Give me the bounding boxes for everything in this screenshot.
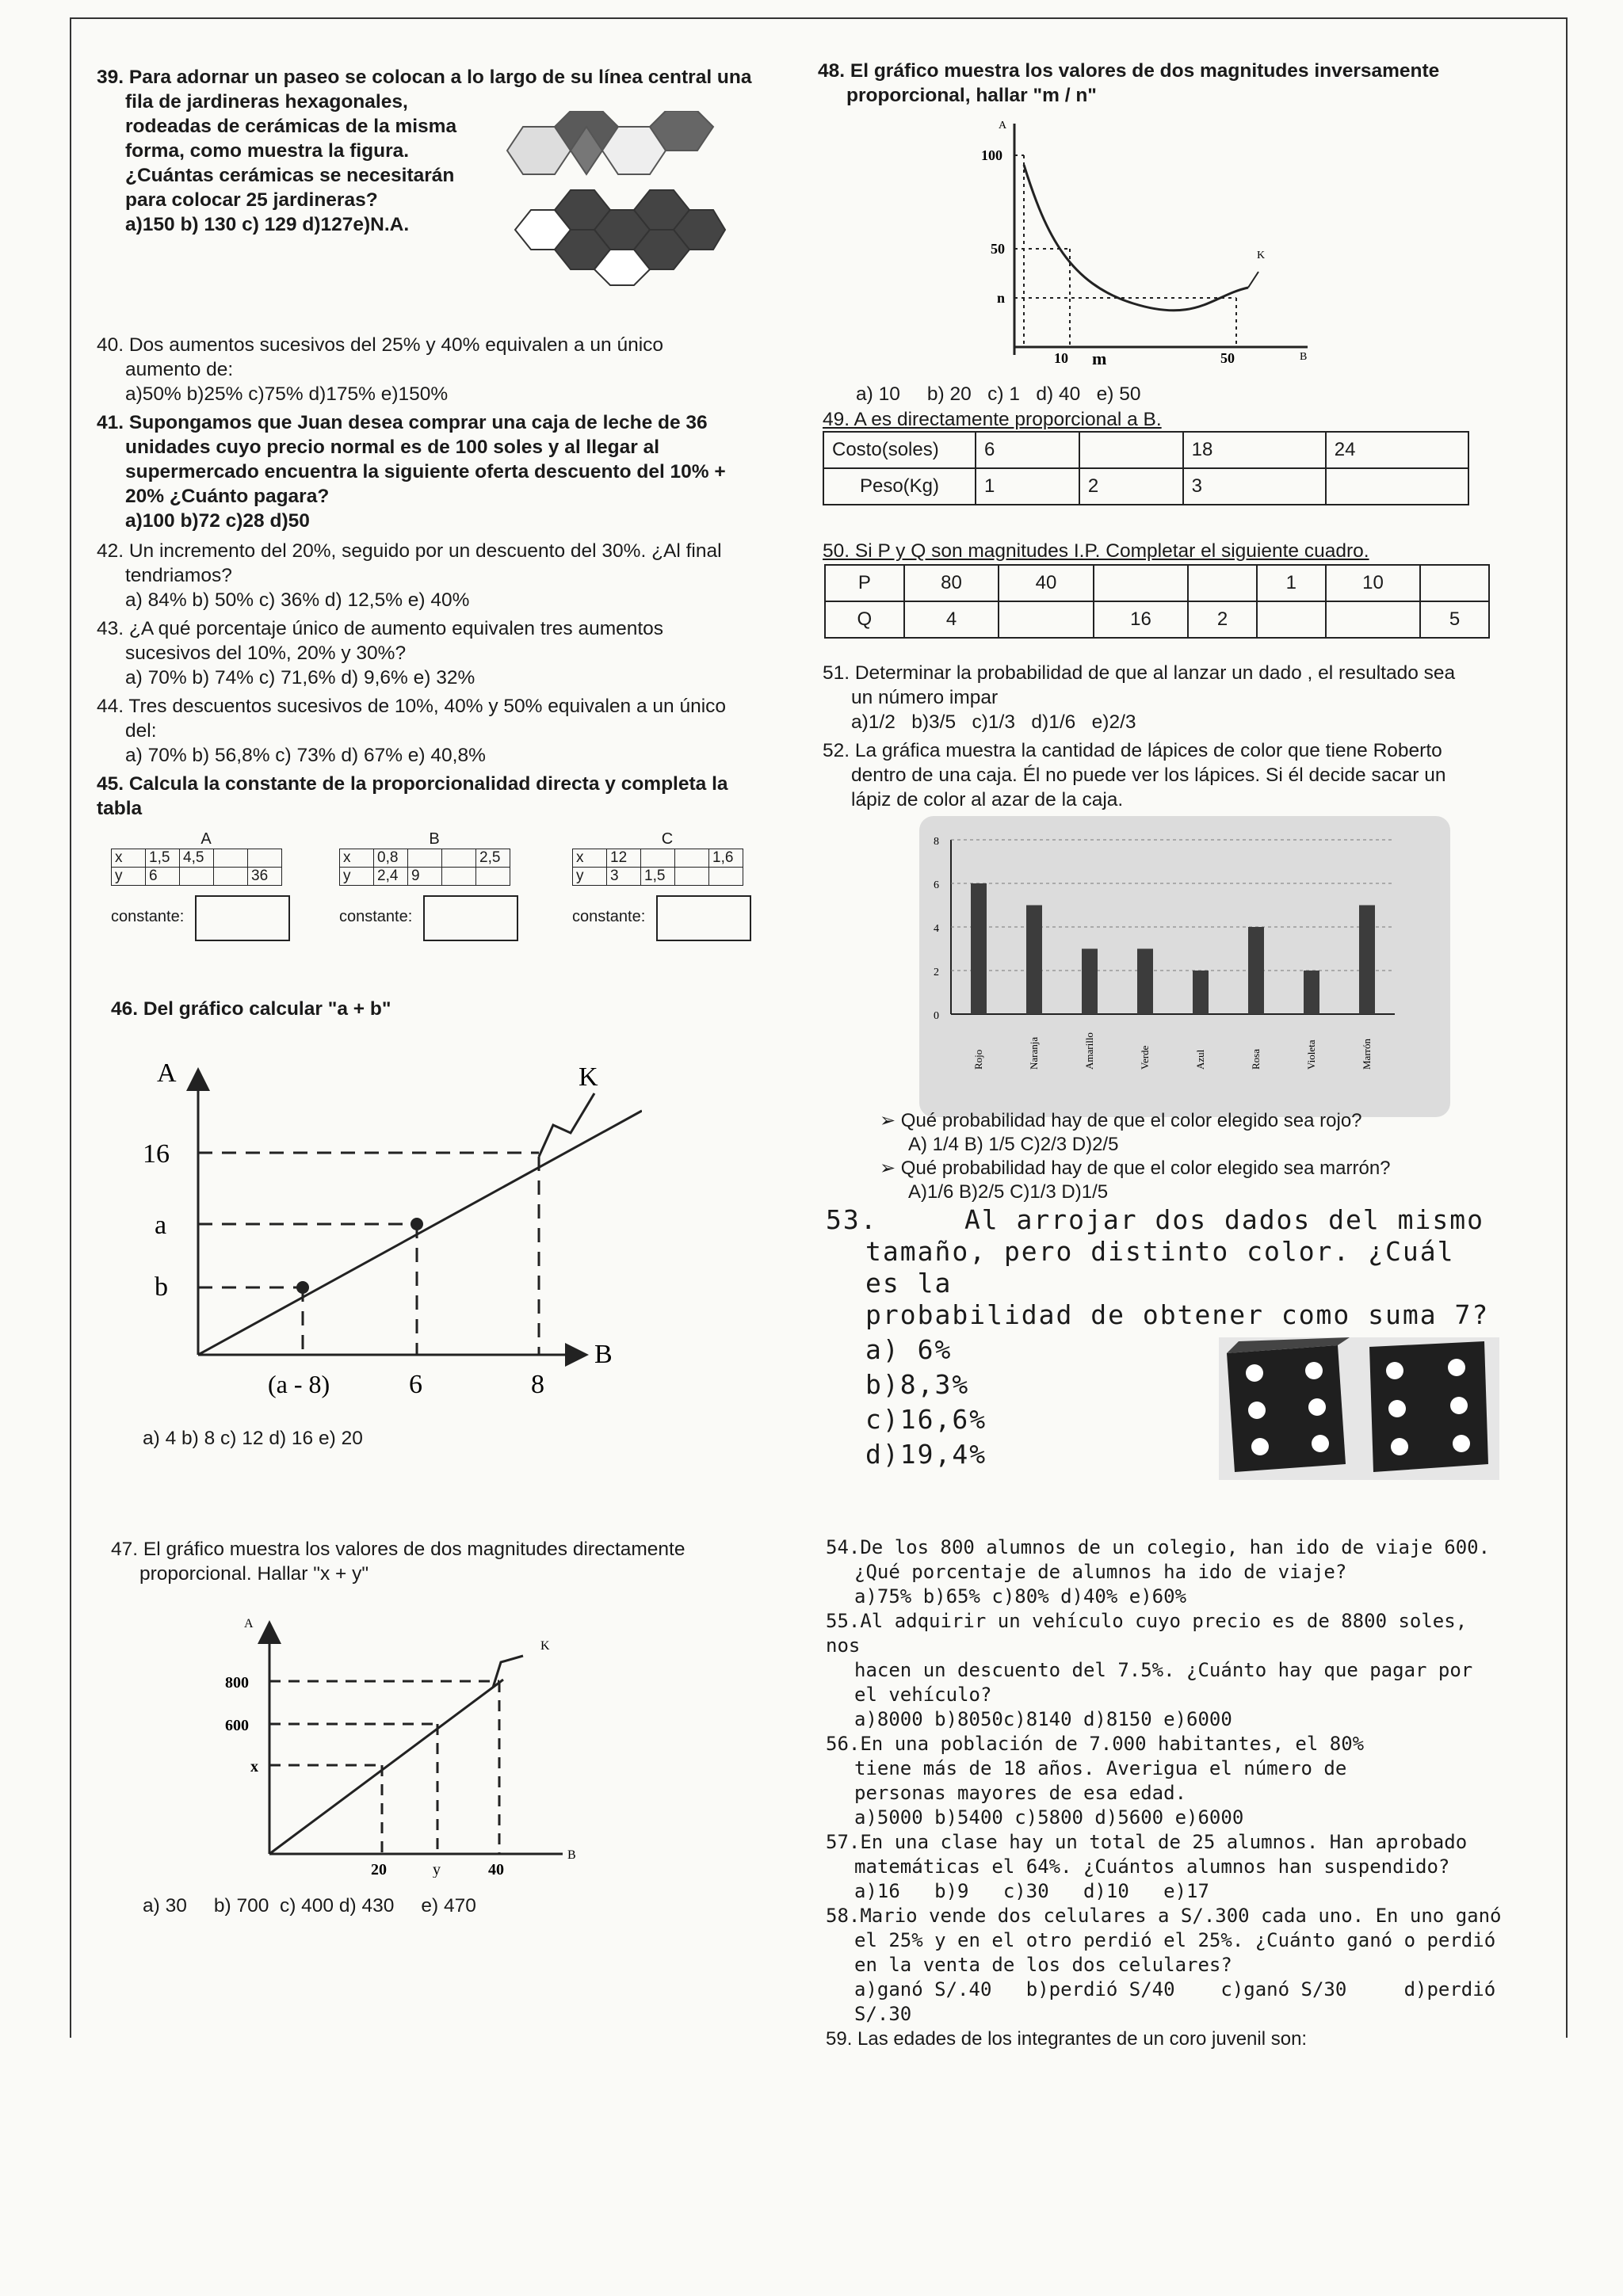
bar-azul xyxy=(1193,971,1209,1014)
die-right-icon xyxy=(1369,1341,1488,1472)
xlabel-10: 10 xyxy=(1054,350,1068,366)
question-45: 45. Calcula la constante de la proporcionalidad directa y completa la tabla xyxy=(97,773,728,819)
question-42: 42. Un incremento del 20%, seguido por un descuento del 30%. ¿Al final tendriamos? a) 84% b) 50% c) 36% d) 12,5% e) 40% xyxy=(97,540,722,611)
graph-47 xyxy=(214,1616,594,1878)
x-tick-label: Rojo xyxy=(972,1049,984,1070)
question-53: 53. Al arrojar dos dados del mismo tamaño, pero distinto color. ¿Cuál es la probabilidad de obtener como suma 7? a) 6% b)8,3% c)16,6% d)19,4% xyxy=(826,1204,1490,1470)
bar-marrón xyxy=(1359,906,1375,1015)
die-left-icon xyxy=(1227,1337,1350,1472)
question-41: 41. Supongamos que Juan desea comprar una caja de leche de 36 unidades cuyo precio normal es de 100 soles y al llegar al supermercado encuentra la siguiente oferta descuento del 10% + 20% ¿Cuánto pagara? a)100 b)72 c)28 d)50 xyxy=(97,412,726,532)
ylabel-100: 100 xyxy=(981,147,1002,163)
y-axis-label: A xyxy=(244,1617,254,1630)
table-b-title: B xyxy=(429,830,440,848)
x-tick-label: Verde xyxy=(1139,1045,1151,1070)
question-43: 43. ¿A qué porcentaje único de aumento equivalen tres aumentos sucesivos del 10%, 20% y 30%? a) 70% b) 74% c) 71,6% d) 9,6% e) 32% xyxy=(97,618,664,688)
x-tick-label: Naranja xyxy=(1028,1036,1040,1070)
dice-image xyxy=(1219,1337,1499,1480)
ylabel-16: 16 xyxy=(143,1139,170,1169)
table-c-title: C xyxy=(661,830,674,848)
x-tick-label: Azul xyxy=(1194,1049,1206,1070)
bar-violeta xyxy=(1304,971,1319,1014)
bar-chart xyxy=(919,816,1450,1117)
constant-box-a[interactable] xyxy=(195,895,290,941)
bar-amarillo xyxy=(1082,949,1098,1015)
ylabel-x: x xyxy=(250,1758,258,1775)
questions-54-59 xyxy=(826,1535,1507,2051)
question-48: 48. El gráfico muestra los valores de dos magnitudes inversamente proporcional, hallar "m / n" xyxy=(818,60,1440,106)
table-c: x 12 1,6 y 3 1,5 xyxy=(572,849,743,886)
constant-box-b[interactable] xyxy=(423,895,518,941)
y-tick-label: 8 xyxy=(934,836,939,848)
question-52-sub: ➢ Qué probabilidad hay de que el color elegido sea rojo? A) 1/4 B) 1/5 C)2/3 D)2/5 ➢ Qué probabilidad hay de que el color elegido sea marrón? A)1/6 B)2/5 C)1/3 D)1/5 xyxy=(880,1110,1391,1203)
curve-label: K xyxy=(579,1062,598,1092)
answers-46: a) 4 b) 8 c) 12 d) 16 e) 20 xyxy=(143,1428,363,1449)
question-57: 57.En una clase hay un total de 25 alumnos. Han aprobado matemáticas el 64%. ¿Cuántos alumnos han suspendido? a)16 b)9 c)30 d)10 e)17 xyxy=(826,1831,1468,1902)
curve-label: K xyxy=(1257,250,1266,261)
constant-box-c[interactable] xyxy=(656,895,751,941)
ylabel-800: 800 xyxy=(225,1674,249,1691)
question-40: 40. Dos aumentos sucesivos del 25% y 40% equivalen a un único aumento de: a)50% b)25% c)75% d)175% e)150% xyxy=(97,334,664,405)
question-49: 49. A es directamente proporcional a B. xyxy=(823,409,1162,430)
x-axis-label: B xyxy=(1300,351,1308,363)
x-tick-label: Rosa xyxy=(1250,1049,1262,1070)
question-50: 50. Si P y Q son magnitudes I.P. Completar el siguiente cuadro. xyxy=(823,540,1369,562)
question-59: 59. Las edades de los integrantes de un coro juvenil son: xyxy=(826,2028,1308,2050)
x-axis-label: B xyxy=(567,1848,576,1862)
table-a: x 1,5 4,5 y 6 36 xyxy=(111,849,282,886)
table-50: P 80 40 1 10 Q 4 16 2 5 xyxy=(824,564,1490,639)
question-44: 44. Tres descuentos sucesivos de 10%, 40% y 50% equivalen a un único del: a) 70% b) 56,8% c) 73% d) 67% e) 40,8% xyxy=(97,696,727,766)
y-axis-label: A xyxy=(999,120,1007,132)
xlabel-20: 20 xyxy=(371,1861,387,1878)
ylabel-600: 600 xyxy=(225,1717,249,1734)
xlabel-a-8: (a - 8) xyxy=(268,1370,330,1398)
question-55: 55.Al adquirir un vehículo cuyo precio es de 8800 soles, nos hacen un descuento del 7.5%. ¿Cuánto hay que pagar por el vehículo? a)8000 b)8050c)8140 d)8150 e)6000 xyxy=(826,1610,1473,1730)
curve-label: K xyxy=(540,1639,550,1653)
table-b-group: B x 0,8 2,5 y 2,4 9 constante: xyxy=(339,830,529,941)
table-a-title: A xyxy=(200,830,212,848)
x-tick-label: Amarillo xyxy=(1083,1032,1095,1070)
question-54: 54.De los 800 alumnos de un colegio, han ido de viaje 600. ¿Qué porcentaje de alumnos ha ido de viaje? a)75% b)65% c)80% d)40% e)60% xyxy=(826,1536,1491,1608)
question-56: 56.En una población de 7.000 habitantes, el 80% tiene más de 18 años. Averigua el número de personas mayores de esa edad. a)5000 b)5400 c)5800 d)5600 e)6000 xyxy=(826,1733,1365,1829)
answers-47: a) 30 b) 700 c) 400 d) 430 e) 470 xyxy=(143,1895,476,1917)
question-58: 58.Mario vende dos celulares a S/.300 cada uno. En uno ganó el 25% y en el otro perdió el 25%. ¿Cuánto ganó o perdió en la venta de los dos celulares? a)ganó S/.40 b)perdió S/40 c)ganó S/30 d)perdió S/.30 xyxy=(826,1905,1502,2025)
question-39: 39. Para adornar un paseo se colocan a lo largo de su línea central una fila de jardineras hexagonales, rodeadas de cerámicas de la misma forma, como muestra la figura. ¿Cuántas cerámicas se necesitarán para colocar 25 jardineras? a)150 b) 130 c) 129 d)127e)N.A. xyxy=(97,67,752,235)
ylabel-50: 50 xyxy=(991,241,1005,257)
bar-rosa xyxy=(1248,927,1264,1014)
xlabel-y: y xyxy=(433,1861,441,1878)
table-c-group: C x 12 1,6 y 3 1,5 constante: xyxy=(572,830,762,941)
y-tick-label: 6 xyxy=(934,879,939,891)
graph-46 xyxy=(119,1046,642,1410)
question-52: 52. La gráfica muestra la cantidad de lápices de color que tiene Roberto dentro de una caja. Él no puede ver los lápices. Si él decide sacar un lápiz de color al azar de la caja. xyxy=(823,740,1446,810)
table-b: x 0,8 2,5 y 2,4 9 xyxy=(339,849,510,886)
bar-naranja xyxy=(1026,906,1042,1015)
x-axis-label: B xyxy=(594,1340,613,1369)
bar-rojo xyxy=(971,883,987,1014)
x-tick-label: Marrón xyxy=(1361,1039,1373,1070)
x-tick-label: Violeta xyxy=(1305,1039,1317,1070)
ylabel-a: a xyxy=(155,1211,167,1240)
xlabel-6: 6 xyxy=(409,1370,422,1399)
answers-48: a) 10 b) 20 c) 1 d) 40 e) 50 xyxy=(856,383,1141,405)
question-46: 46. Del gráfico calcular "a + b" xyxy=(111,998,391,1020)
y-tick-label: 0 xyxy=(934,1010,939,1022)
question-51: 51. Determinar la probabilidad de que al lanzar un dado , el resultado sea un número impar a)1/2 b)3/5 c)1/3 d)1/6 e)2/3 xyxy=(823,662,1456,733)
hexagon-figure xyxy=(491,111,729,301)
xlabel-50: 50 xyxy=(1220,350,1235,366)
xlabel-40: 40 xyxy=(488,1861,504,1878)
table-a-group: A x 1,5 4,5 y 6 36 constante: xyxy=(111,830,301,941)
ylabel-b: b xyxy=(155,1272,168,1302)
question-47: 47. El gráfico muestra los valores de dos magnitudes directamente proporcional. Hallar "x + y" xyxy=(111,1539,685,1585)
y-axis-label: A xyxy=(157,1058,177,1088)
bar-verde xyxy=(1137,949,1153,1015)
y-tick-label: 4 xyxy=(934,923,939,935)
table-49: Costo(soles) 6 18 24 Peso(Kg) 1 2 3 xyxy=(823,431,1469,505)
xlabel-8: 8 xyxy=(531,1370,544,1399)
graph-48 xyxy=(975,117,1323,371)
xlabel-m: m xyxy=(1092,349,1107,368)
y-tick-label: 2 xyxy=(934,967,939,978)
ylabel-n: n xyxy=(997,290,1006,306)
